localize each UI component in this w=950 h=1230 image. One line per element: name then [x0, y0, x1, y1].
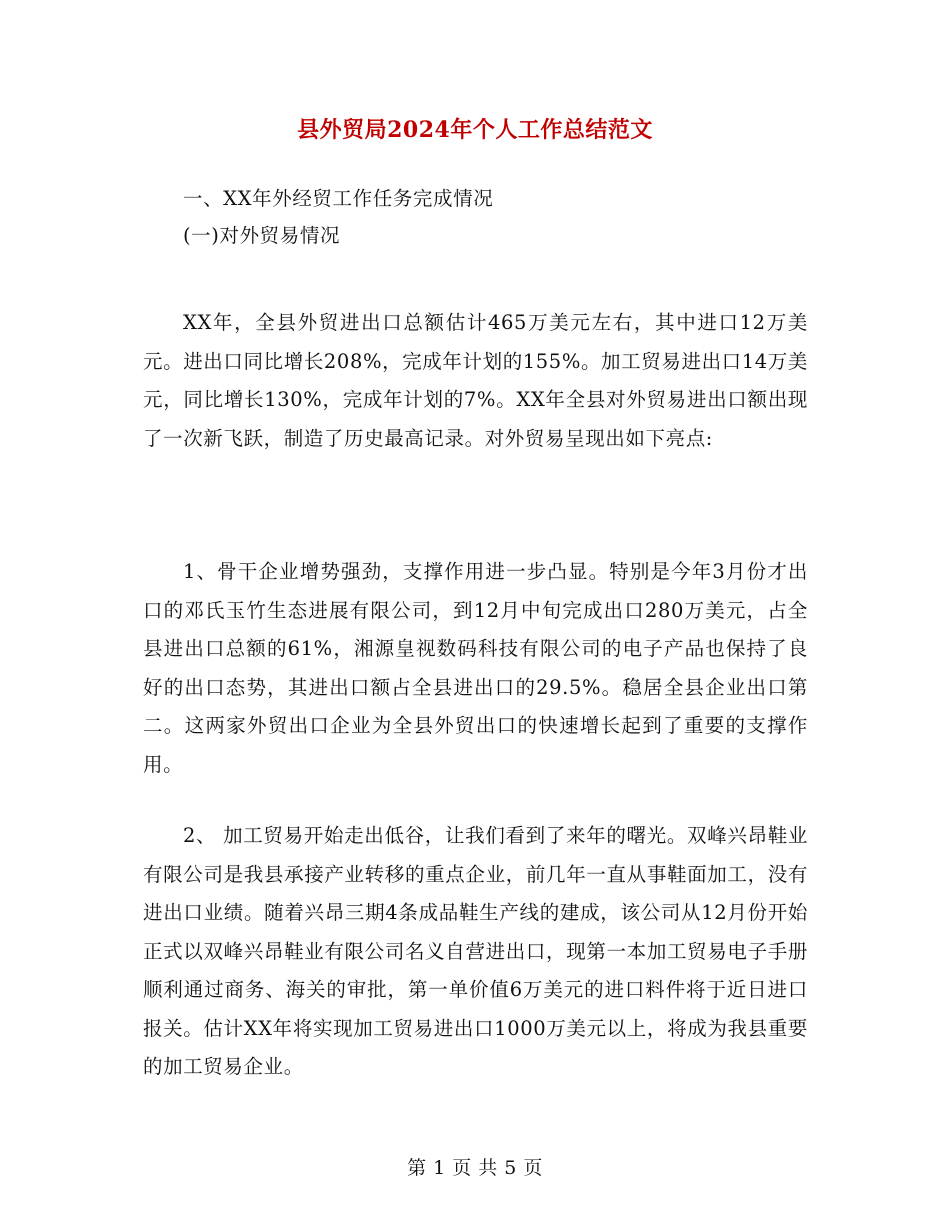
- document-title: 县外贸局2024年个人工作总结范文: [297, 117, 653, 143]
- paragraph-text: 1、骨干企业增势强劲，支撑作用进一步凸显。特别是今年3月份才出口的邓氏玉竹生态进展有限公司，到12月中旬完成出口280万美元，占全县进出口总额的61%，湘源皇视数码科技有限公司的电子产品也保持了良好的出口态势，其进出口额占全县进出口的29.5%。稳居全县企业出口第二。这两家外贸出口企业为全县外贸出口的快速增长起到了重要的支撑作用。: [143, 560, 808, 776]
- paragraph-trade-overview: [143, 304, 808, 458]
- paragraph-text: XX年，全县外贸进出口总额估计465万美元左右，其中进口12万美元。进出口同比增长208%，完成年计划的155%。加工贸易进出口14万美元，同比增长130%，完成年计划的7%。XX年全县对外贸易进出口额出现了一次新飞跃，制造了历史最高记录。对外贸易呈现出如下亮点:: [143, 311, 808, 450]
- section-heading: [143, 180, 808, 219]
- paragraph-text: 2、 加工贸易开始走出低谷，让我们看到了来年的曙光。双峰兴昂鞋业有限公司是我县承接产业转移的重点企业，前几年一直从事鞋面加工，没有进出口业绩。随着兴昂三期4条成品鞋生产线的建成，该公司从12月份开始正式以双峰兴昂鞋业有限公司名义自营进出口，现第一本加工贸易电子手册顺利通过商务、海关的审批，第一单价值6万美元的进口料件将于近日进口报关。估计XX年将实现加工贸易进出口1000万美元以上，将成为我县重要的加工贸易企业。: [143, 824, 808, 1078]
- paragraph-processing-trade: [143, 817, 808, 1087]
- section-heading-text: 一、XX年外经贸工作任务完成情况: [182, 187, 494, 210]
- subsection-heading: [143, 217, 808, 256]
- paragraph-key-enterprises: [143, 553, 808, 784]
- subsection-heading-text: (一)对外贸易情况: [182, 224, 341, 247]
- page-number-footer: 第 1 页 共 5 页: [407, 1157, 543, 1179]
